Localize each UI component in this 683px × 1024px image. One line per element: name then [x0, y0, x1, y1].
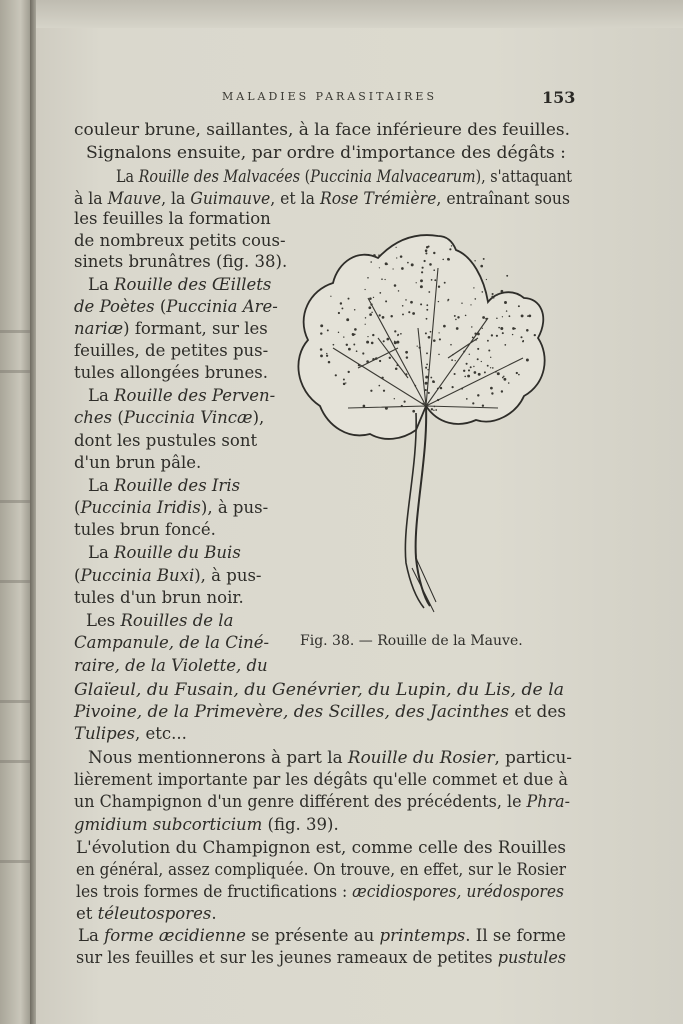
pustule-dot [381, 377, 383, 379]
pustule-dot [506, 275, 508, 277]
text-line: Tulipes, etc... [74, 724, 187, 743]
pustule-dot [335, 374, 337, 376]
pustule-dot [338, 312, 340, 314]
pustule-dot [485, 318, 487, 320]
pustule-dot [367, 277, 369, 279]
pustule-dot [408, 311, 410, 313]
pustule-dot [348, 371, 350, 373]
pustule-dot [472, 337, 474, 339]
pustule-dot [447, 258, 450, 261]
pustule-dot [328, 361, 331, 364]
pustule-dot [475, 339, 477, 341]
pustule-dot [481, 361, 482, 362]
pustule-dot [438, 301, 439, 302]
text-line: feuilles, de petites pus- [74, 341, 269, 360]
text-line: (Puccinia Buxi), à pus- [74, 566, 262, 585]
pustule-dot [407, 262, 409, 264]
pustule-dot [487, 365, 489, 367]
text-line: Les Rouilles de la [86, 611, 234, 630]
pustule-dot [402, 305, 404, 307]
pustule-dot [439, 338, 441, 340]
pustule-dot [496, 318, 498, 320]
pustule-dot [394, 284, 397, 287]
pustule-dot [353, 344, 355, 346]
figure-caption: Fig. 38. — Rouille de la Mauve. [300, 633, 523, 649]
pustule-dot [482, 328, 483, 329]
text-line: en général, assez compliquée. On trouve, en effet, sur le Rosier [76, 860, 566, 879]
pustule-dot [394, 398, 395, 399]
pustule-dot [386, 338, 389, 341]
text-line: gmidium subcorticium (fig. 39). [74, 815, 339, 834]
pustule-dot [438, 354, 440, 356]
pustule-dot [425, 389, 427, 391]
pustule-dot [490, 367, 491, 368]
text-line: La Rouille des Perven- [88, 386, 276, 405]
pustule-dot [370, 261, 372, 263]
text-line: La Rouille des Œillets [88, 275, 272, 294]
pustule-dot [433, 252, 435, 254]
text-line: d'un brun pâle. [74, 453, 202, 472]
pustule-dot [463, 370, 465, 372]
pustule-dot [417, 345, 418, 346]
pustule-dot [434, 406, 435, 407]
pustule-dot [419, 346, 421, 348]
pustule-dot [449, 248, 451, 250]
pustule-dot [491, 334, 493, 336]
pustule-dot [422, 267, 424, 269]
pustule-dot [456, 327, 459, 330]
pustule-dot [457, 316, 459, 318]
mallow-leaf-illustration [288, 228, 558, 614]
pustule-dot [471, 326, 472, 327]
pustule-dot [410, 301, 413, 304]
pustule-dot [481, 291, 483, 293]
pustule-dot [370, 390, 372, 392]
pustule-dot [464, 376, 466, 378]
pustule-dot [369, 297, 372, 300]
pustule-dot [425, 367, 427, 369]
pustule-dot [343, 383, 346, 386]
text-line: (Puccinia Iridis), à pus- [74, 498, 269, 517]
text-line: sinets brunâtres (fig. 38). [74, 252, 288, 271]
running-head: MALADIES PARASITAIRES [222, 90, 437, 103]
pustule-dot [430, 331, 432, 333]
pustule-dot [400, 333, 402, 335]
pustule-dot [509, 315, 511, 317]
text-line: lièrement importante par les dégâts qu'elle commet et due à [74, 770, 568, 789]
pustule-dot [451, 245, 452, 246]
text-line: de Poètes (Puccinia Are- [74, 297, 278, 316]
pustule-dot [369, 313, 372, 316]
pustule-dot [412, 410, 415, 413]
pustule-dot [482, 316, 485, 319]
pustule-dot [498, 327, 500, 329]
pustule-dot [487, 340, 489, 342]
pustule-dot [426, 304, 428, 306]
pustule-dot [493, 297, 495, 299]
pustule-dot [484, 371, 486, 373]
pustule-dot [420, 285, 423, 288]
pustule-dot [438, 286, 440, 288]
text-line: tules d'un brun noir. [74, 588, 244, 607]
pustule-dot [379, 267, 380, 268]
book-page [36, 0, 683, 1024]
pustule-dot [483, 258, 485, 260]
pustule-dot [450, 344, 452, 346]
text-line: et téleutospores. [76, 904, 217, 923]
pustule-dot [401, 267, 404, 270]
pustule-dot [501, 290, 504, 293]
pustule-dot [492, 367, 494, 369]
pustule-dot [428, 336, 431, 339]
pustule-dot [390, 315, 392, 317]
text-line: L'évolution du Champignon est, comme celle des Rouilles [76, 838, 566, 857]
pustule-dot [442, 259, 444, 261]
facing-page-edge [0, 0, 34, 1024]
pustule-dot [463, 350, 465, 352]
pustule-dot [385, 407, 388, 410]
pustule-dot [343, 336, 344, 337]
pustule-dot [340, 302, 342, 304]
text-line: les trois formes de fructifications : æcidiospores, urédospores [76, 882, 564, 901]
pustule-dot [405, 299, 407, 301]
pustule-dot [412, 312, 415, 315]
pustule-dot [490, 357, 491, 358]
pustule-dot [518, 374, 520, 376]
pustule-dot [356, 350, 358, 352]
pustule-dot [465, 315, 467, 317]
pustule-dot [443, 325, 446, 328]
pustule-dot [372, 334, 374, 336]
pustule-dot [385, 300, 387, 302]
pustule-dot [366, 360, 369, 363]
pustule-dot [352, 333, 354, 335]
text-line: tules allongées brunes. [74, 363, 268, 382]
pustule-dot [416, 282, 417, 283]
pustule-dot [514, 328, 515, 329]
pustule-dot [372, 358, 375, 361]
pustule-dot [426, 318, 428, 320]
pustule-dot [424, 260, 426, 262]
pustule-dot [435, 409, 437, 411]
pustule-dot [429, 263, 432, 266]
pustule-dot [520, 336, 522, 338]
pustule-dot [526, 329, 529, 332]
pustule-dot [461, 388, 463, 390]
pustule-dot [467, 375, 470, 378]
pustule-dot [384, 279, 385, 280]
pustule-dot [354, 309, 356, 311]
pustule-dot [474, 371, 477, 374]
pustule-dot [394, 341, 397, 344]
pustule-dot [516, 372, 518, 374]
pustule-dot [437, 399, 439, 401]
pustule-dot [482, 405, 484, 407]
pustule-dot [373, 297, 374, 298]
pustule-dot [425, 382, 428, 385]
pustule-dot [425, 332, 427, 334]
pustule-dot [379, 292, 381, 294]
pustule-dot [526, 359, 529, 362]
pustule-dot [468, 369, 470, 371]
pustule-dot [488, 349, 490, 351]
pustule-dot [473, 366, 474, 367]
pustule-dot [528, 315, 531, 318]
text-line: les feuilles la formation [74, 209, 271, 228]
pustule-dot [396, 257, 397, 258]
pustule-dot [370, 303, 372, 305]
text-line: raire, de la Violette, du [74, 656, 268, 675]
text-line: dont les pustules sont [74, 431, 258, 450]
pustule-dot [461, 302, 462, 303]
pustule-dot [492, 293, 494, 295]
pustule-dot [389, 357, 391, 359]
text-line: Nous mentionnerons à part la Rouille du Rosier, particu- [88, 748, 572, 767]
pustule-dot [406, 356, 408, 358]
pustule-dot [371, 312, 372, 313]
pustule-dot [502, 332, 504, 334]
pustule-dot [496, 294, 498, 296]
pustule-dot [396, 364, 398, 366]
pustule-dot [470, 304, 471, 305]
pustule-dot [502, 316, 503, 317]
pustule-dot [455, 319, 457, 321]
pustule-dot [486, 279, 487, 280]
pustule-dot [534, 334, 536, 336]
pustule-dot [426, 246, 429, 249]
pustule-dot [477, 332, 480, 335]
pustule-dot [375, 357, 378, 360]
pustule-dot [346, 344, 348, 346]
pustule-dot [394, 330, 396, 332]
pustule-dot [397, 335, 398, 336]
pustule-dot [504, 344, 506, 346]
pustule-dot [396, 247, 397, 248]
pustule-dot [477, 348, 479, 350]
text-line: à la Mauve, la Guimauve, et la Rose Trémière, entraînant sous [74, 189, 570, 208]
pustule-dot [474, 298, 476, 300]
pustule-dot [454, 315, 456, 317]
text-line: La Rouille des Malvacées (Puccinia Malvacearum), s'attaquant [116, 167, 572, 186]
pustule-dot [420, 279, 423, 282]
page-top-shadow [36, 0, 683, 28]
pustule-dot [368, 306, 371, 309]
pustule-dot [327, 329, 329, 331]
pustule-dot [433, 339, 436, 342]
pustule-dot [367, 336, 368, 337]
pustule-dot [433, 381, 435, 383]
pustule-dot [521, 314, 524, 317]
pustule-dot [501, 390, 503, 392]
text-line: sur les feuilles et sur les jeunes rameaux de petites pustules [76, 948, 566, 967]
pustule-dot [428, 392, 430, 394]
text-line: de nombreux petits cous- [74, 231, 286, 250]
pustule-dot [411, 263, 414, 266]
pustule-dot [358, 364, 360, 366]
pustule-dot [379, 360, 381, 362]
pustule-dot [470, 366, 472, 368]
pustule-dot [455, 360, 456, 361]
pustule-dot [365, 324, 366, 325]
pustule-dot [426, 352, 428, 354]
pustule-dot [400, 255, 403, 258]
pustule-dot [466, 363, 468, 365]
pustule-dot [477, 394, 479, 396]
pustule-dot [431, 279, 433, 281]
pustule-dot [402, 313, 404, 315]
pustule-dot [431, 408, 433, 410]
text-line: un Champignon d'un genre différent des précédents, le Phra- [74, 792, 570, 811]
pustule-dot [473, 287, 474, 288]
pustule-dot [385, 262, 388, 265]
pustule-dot [333, 344, 335, 346]
pustule-dot [452, 354, 454, 356]
pustule-dot [427, 369, 428, 370]
pustule-dot [404, 401, 406, 403]
pustule-dot [512, 334, 513, 335]
text-line: Glaïeul, du Fusain, du Genévrier, du Lupin, du Lis, de la [74, 680, 564, 699]
pustule-dot [430, 377, 432, 379]
pustule-dot [405, 351, 408, 354]
pustule-dot [371, 342, 374, 345]
pustule-dot [320, 332, 322, 334]
pustule-dot [414, 385, 416, 387]
pustule-dot [500, 327, 503, 330]
pustule-dot [472, 402, 474, 404]
pustule-dot [378, 254, 380, 256]
pustule-dot [320, 348, 323, 351]
pustule-dot [420, 303, 422, 305]
pustule-dot [433, 269, 435, 271]
text-line: tules brun foncé. [74, 520, 216, 539]
pustule-dot [438, 332, 439, 333]
pustule-dot [504, 301, 507, 304]
pustule-dot [425, 252, 427, 254]
text-line: Pivoine, de la Primevère, des Scilles, des Jacinthes et des [74, 702, 566, 721]
pustule-dot [451, 359, 453, 361]
pustule-dot [365, 317, 366, 318]
pustule-dot [474, 333, 476, 335]
pustule-dot [392, 268, 393, 269]
pustule-dot [366, 341, 369, 344]
pustule-dot [396, 341, 399, 344]
pustule-dot [425, 376, 428, 379]
pustule-dot [348, 298, 350, 300]
text-line: La Rouille des Iris [88, 476, 241, 495]
page-number: 153 [542, 88, 576, 107]
pustule-dot [354, 334, 356, 336]
pustule-dot [502, 377, 504, 379]
pustule-dot [363, 405, 366, 408]
pustule-dot [346, 318, 349, 321]
pustule-dot [348, 348, 351, 351]
pustule-dot [354, 328, 357, 331]
pustule-dot [426, 309, 428, 311]
text-line: La forme æcidienne se présente au printemps. Il se forme [78, 926, 566, 945]
pustule-dot [477, 358, 479, 360]
pustule-dot [379, 385, 381, 387]
pustule-dot [364, 289, 365, 290]
pustule-dot [326, 355, 328, 357]
pustule-dot [341, 307, 343, 309]
pustule-dot [343, 379, 345, 381]
pustule-dot [379, 314, 381, 316]
pustule-dot [503, 378, 506, 381]
pustule-dot [523, 340, 524, 341]
pustule-dot [496, 335, 498, 337]
pustule-dot [447, 299, 449, 301]
text-line: couleur brune, saillantes, à la face inférieure des feuilles. [74, 120, 570, 139]
pustule-dot [466, 398, 468, 400]
pustule-dot [433, 410, 434, 411]
pustule-dot [373, 254, 376, 257]
pustule-dot [381, 278, 383, 280]
pustule-dot [362, 352, 364, 354]
text-line: La Rouille du Buis [88, 543, 241, 562]
pustule-dot [508, 382, 510, 384]
pustule-dot [506, 310, 507, 311]
pustule-dot [326, 353, 327, 354]
pustule-dot [345, 382, 346, 383]
pustule-dot [454, 373, 456, 375]
pustule-dot [444, 282, 446, 284]
pustule-dot [405, 373, 407, 375]
pustule-dot [320, 355, 323, 358]
pustule-dot [426, 364, 428, 366]
pustule-dot [395, 368, 398, 371]
pustule-dot [422, 403, 423, 404]
pustule-dot [495, 371, 497, 373]
pustule-dot [437, 388, 438, 389]
pustule-dot [338, 332, 339, 333]
text-line: Campanule, de la Ciné- [74, 633, 270, 652]
pustule-dot [527, 315, 529, 317]
text-line: ches (Puccinia Vincæ), [74, 408, 265, 427]
pustule-dot [440, 387, 442, 389]
pustule-dot [382, 316, 385, 319]
pustule-dot [383, 390, 385, 392]
pustule-dot [421, 271, 423, 273]
pustule-dot [474, 260, 475, 261]
pustule-dot [452, 386, 454, 388]
pustule-dot [469, 354, 470, 355]
pustule-dot [383, 340, 385, 342]
pustule-dot [398, 290, 400, 292]
pustule-dot [401, 405, 403, 407]
pustule-dot [497, 372, 500, 375]
pustule-dot [491, 392, 493, 394]
pustule-dot [330, 296, 331, 297]
pustule-dot [425, 249, 428, 252]
text-line: nariæ) formant, sur les [74, 319, 268, 338]
pustule-dot [480, 265, 483, 268]
pustule-dot [518, 305, 520, 307]
text-line: Signalons ensuite, par ordre d'importance des dégâts : [86, 143, 566, 162]
pustule-dot [434, 279, 436, 281]
pustule-dot [490, 387, 493, 390]
pustule-dot [428, 291, 430, 293]
pustule-dot [478, 373, 481, 376]
pustule-dot [320, 324, 323, 327]
